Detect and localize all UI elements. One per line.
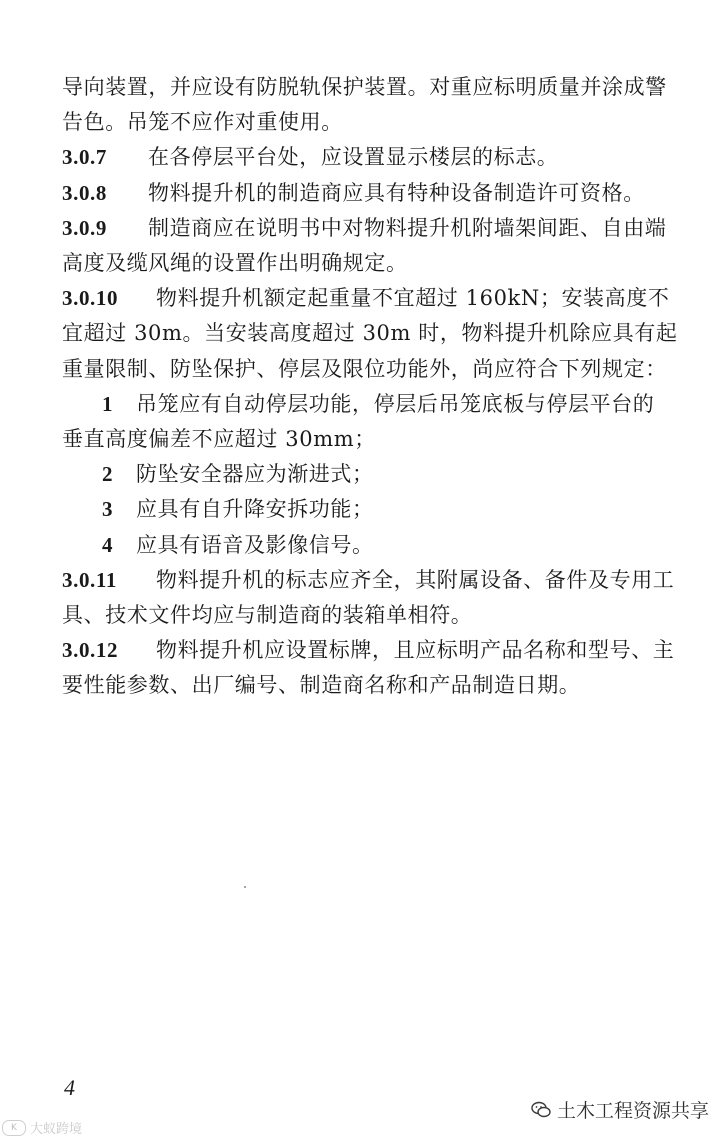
page-number: 4: [64, 1075, 75, 1100]
item-number: 2: [102, 462, 114, 487]
text-line: [62, 140, 674, 175]
text-line: [62, 176, 674, 211]
text-line: [62, 528, 674, 563]
wechat-icon: [531, 1100, 551, 1120]
line-text: 防坠安全器应为渐进式；: [136, 462, 374, 487]
line-text: 物料提升机应设置标牌，且应标明产品名称和型号、主: [156, 638, 675, 663]
watermark-left-text: 大蚁跨境: [30, 1122, 83, 1137]
watermark-right: [531, 1096, 709, 1123]
text-line: [62, 457, 674, 492]
line-text: 告色。吊笼不应作对重使用。: [62, 110, 343, 135]
text-line: [62, 281, 674, 316]
text-line: [62, 387, 674, 422]
clause-number: 3.0.8: [62, 180, 107, 205]
item-number: 3: [102, 497, 114, 522]
text-line: [62, 598, 674, 633]
line-text: 物料提升机的制造商应具有特种设备制造许可资格。: [148, 180, 645, 205]
line-text: 应具有自升降安拆功能；: [136, 497, 374, 522]
clause-number: 3.0.12: [62, 638, 119, 663]
line-text: 垂直高度偏差不应超过 30mm；: [62, 427, 376, 452]
line-text: 要性能参数、出厂编号、制造商名称和产品制造日期。: [62, 673, 581, 698]
line-text: 应具有语音及影像信号。: [136, 532, 374, 557]
clause-number: 3.0.7: [62, 145, 107, 170]
line-text: 重量限制、防坠保护、停层及限位功能外，尚应符合下列规定：: [62, 356, 667, 381]
watermark-logo-icon: K: [2, 1120, 26, 1136]
line-text: 吊笼应有自动停层功能，停层后吊笼底板与停层平台的: [136, 391, 655, 416]
watermark-left: [2, 1118, 82, 1137]
text-line: [62, 422, 674, 457]
text-line: [62, 492, 674, 527]
clause-number: 3.0.11: [62, 567, 117, 592]
line-text: 宜超过 30m。当安装高度超过 30m 时，物料提升机除应具有起: [62, 321, 678, 346]
text-line: [62, 668, 674, 703]
text-line: [62, 633, 674, 668]
document-body: [62, 70, 678, 704]
line-text: 制造商应在说明书中对物料提升机附墙架间距、自由端: [148, 215, 667, 240]
line-text: 导向装置，并应设有防脱轨保护装置。对重应标明质量并涂成警: [62, 75, 667, 99]
text-line: [62, 316, 678, 351]
line-text: 具、技术文件均应与制造商的装箱单相符。: [62, 603, 473, 628]
text-line: [62, 246, 674, 281]
text-line: [62, 563, 674, 598]
text-line: [62, 352, 674, 387]
item-number: 4: [102, 532, 114, 557]
text-line: [62, 70, 674, 105]
clause-number: 3.0.9: [62, 215, 107, 240]
clause-number: 3.0.10: [62, 286, 119, 311]
line-text: 物料提升机的标志应齐全，其附属设备、备件及专用工: [156, 567, 675, 592]
watermark-right-text: 土木工程资源共享: [556, 1100, 709, 1122]
scan-speck: [244, 886, 246, 888]
item-number: 1: [102, 391, 114, 416]
line-text: 物料提升机额定起重量不宜超过 160kN；安装高度不: [156, 286, 670, 311]
text-line: [62, 211, 674, 246]
line-text: 高度及缆风绳的设置作出明确规定。: [62, 251, 408, 276]
line-text: 在各停层平台处，应设置显示楼层的标志。: [148, 145, 559, 170]
text-line: [62, 105, 674, 140]
